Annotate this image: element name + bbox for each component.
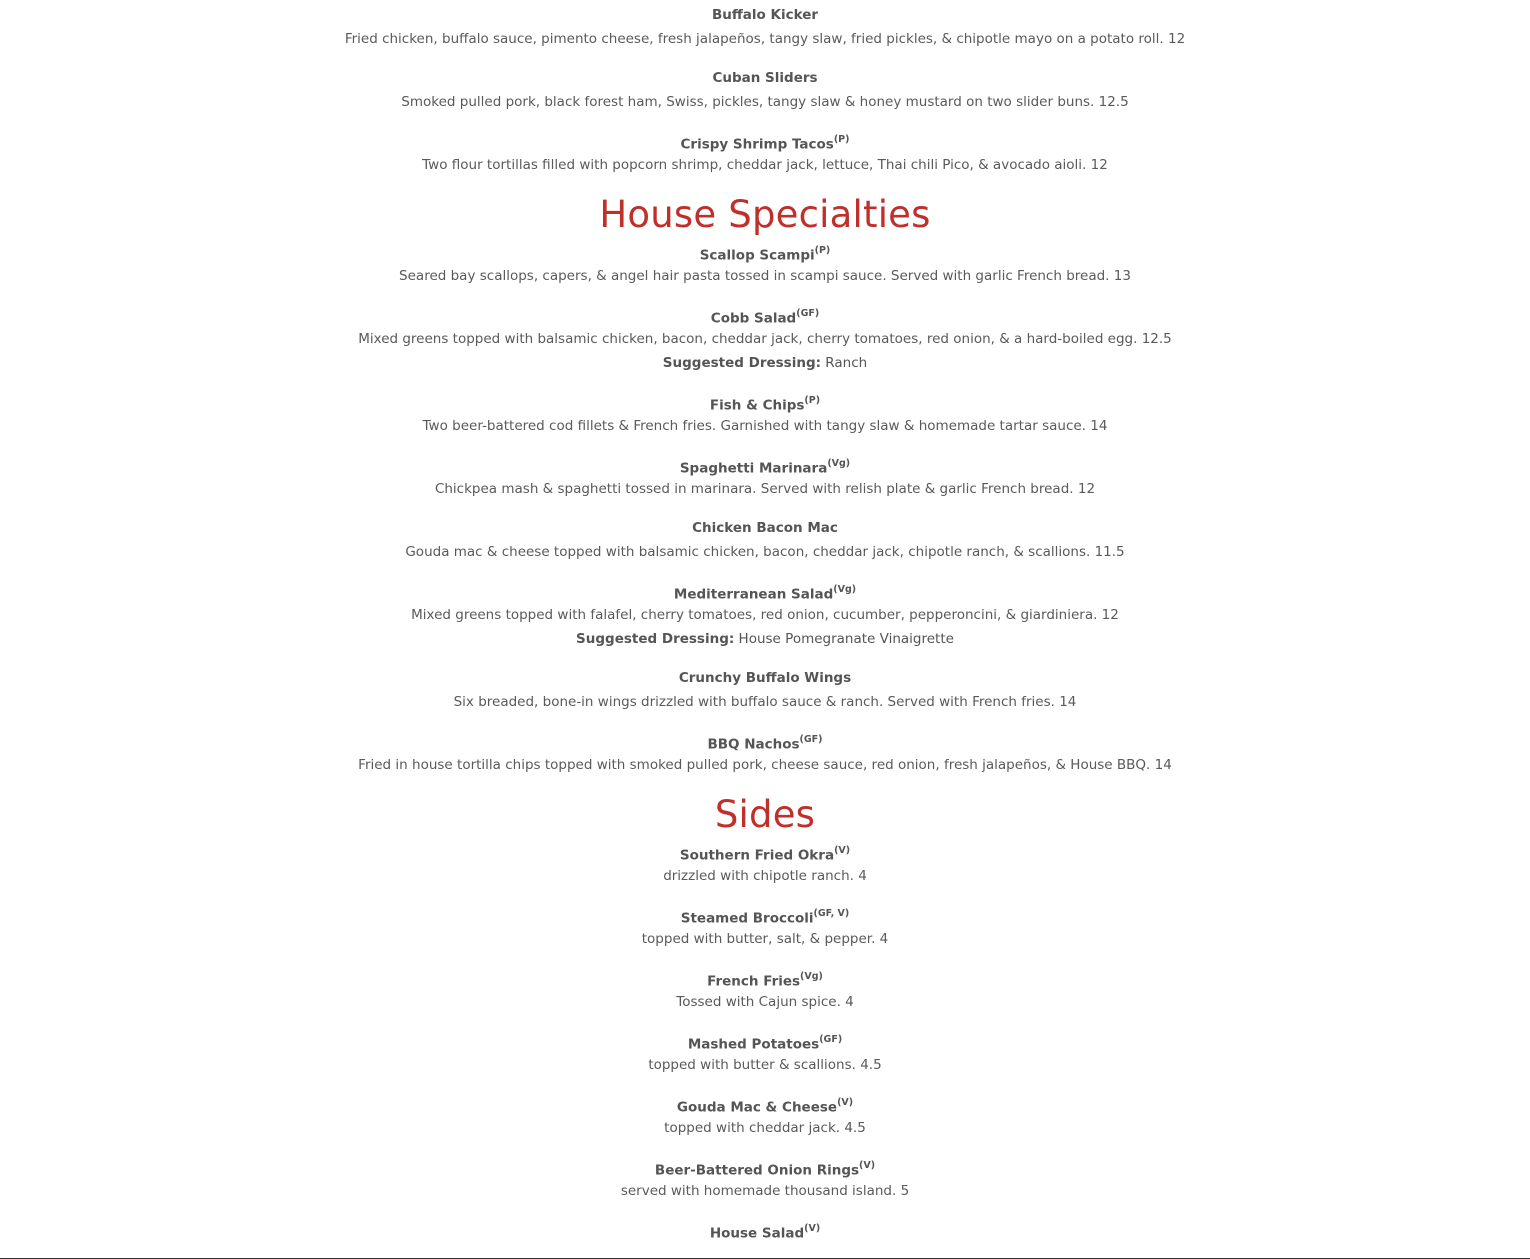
- menu-item: [0, 1218, 1530, 1242]
- item-name: Beer-Battered Onion Rings$^{(V)}$: [654, 1160, 876, 1179]
- item-name: Cobb Salad$^{(GF)}$: [710, 308, 820, 327]
- item-name: Steamed Broccoli$^{(GF, V)}$: [680, 908, 850, 927]
- menu-item: [0, 1092, 1530, 1140]
- dressing-label: Suggested Dressing:: [662, 355, 822, 371]
- menu-item: [0, 966, 1530, 1014]
- suggested-dressing: [0, 351, 1530, 375]
- item-description: served with homemade thousand island. 5: [620, 1183, 910, 1199]
- menu-item: [0, 1029, 1530, 1077]
- menu-item: [0, 579, 1530, 651]
- item-name: French Fries$^{(Vg)}$: [707, 971, 823, 990]
- item-name: BBQ Nachos$^{(GF)}$: [707, 734, 823, 753]
- section-title-sides: Sides: [714, 793, 816, 836]
- item-description: Seared bay scallops, capers, & angel hair pasta tossed in scampi sauce. Served with garlic French bread. 13: [399, 268, 1131, 284]
- item-description: Mixed greens topped with balsamic chicken, bacon, cheddar jack, cherry tomatoes, red onion, & a hard-boiled egg. 12.5: [358, 331, 1172, 347]
- item-name: Chicken Bacon Mac: [692, 520, 838, 536]
- item-name: Mashed Potatoes$^{(GF)}$: [687, 1034, 843, 1053]
- menu-item: [0, 516, 1530, 564]
- menu-item: [0, 453, 1530, 501]
- menu-item: [0, 729, 1530, 777]
- item-description: topped with butter, salt, & pepper. 4: [641, 931, 889, 947]
- menu-item: [0, 3, 1530, 51]
- dietary-tag: (Vg): [800, 971, 823, 982]
- menu-content: [0, 3, 1530, 1242]
- item-description: Gouda mac & cheese topped with balsamic chicken, bacon, cheddar jack, chipotle ranch, & scallions. 11.5: [405, 544, 1125, 560]
- item-description: drizzled with chipotle ranch. 4: [663, 868, 867, 884]
- item-name: Crispy Shrimp Tacos$^{(P)}$: [680, 134, 850, 153]
- item-name: Cuban Sliders: [712, 70, 818, 86]
- dietary-tag: (P): [804, 395, 821, 406]
- item-name: Crunchy Buffalo Wings: [678, 670, 852, 686]
- menu-item: [0, 303, 1530, 375]
- menu-item: [0, 1155, 1530, 1203]
- dietary-tag: (P): [833, 134, 850, 145]
- item-description: Two flour tortillas filled with popcorn shrimp, cheddar jack, lettuce, Thai chili Pico, & avocado aioli. 12: [422, 157, 1108, 173]
- item-description: Chickpea mash & spaghetti tossed in marinara. Served with relish plate & garlic French bread. 12: [434, 481, 1096, 497]
- item-name: Mediterranean Salad$^{(Vg)}$: [673, 584, 857, 603]
- menu-item: [0, 66, 1530, 114]
- item-name: Scallop Scampi$^{(P)}$: [699, 245, 831, 264]
- dietary-tag: (GF): [799, 734, 823, 745]
- dietary-tag: (Vg): [833, 584, 857, 595]
- item-description: Two beer-battered cod fillets & French fries. Garnished with tangy slaw & homemade tartar sauce. 14: [422, 418, 1108, 434]
- menu-item: [0, 903, 1530, 951]
- dietary-tag: (V): [804, 1223, 821, 1234]
- dietary-tag: (P): [814, 245, 831, 256]
- item-description: Six breaded, bone-in wings drizzled with buffalo sauce & ranch. Served with French fries. 14: [453, 694, 1077, 710]
- item-description: Fried in house tortilla chips topped with smoked pulled pork, cheese sauce, red onion, fresh jalapeños, & House BBQ. 14: [358, 757, 1172, 773]
- dressing-value: Ranch: [821, 355, 868, 371]
- item-name: Buffalo Kicker: [711, 7, 819, 23]
- dietary-tag: (V): [837, 1097, 854, 1108]
- suggested-dressing: [0, 627, 1530, 651]
- dressing-value: House Pomegranate Vinaigrette: [734, 631, 954, 647]
- dietary-tag: (GF, V): [813, 908, 850, 919]
- item-description: Tossed with Cajun spice. 4: [676, 994, 854, 1010]
- item-description: Fried chicken, buffalo sauce, pimento cheese, fresh jalapeños, tangy slaw, fried pickles, & chipotle mayo on a potato roll. 12: [344, 31, 1186, 47]
- item-description: topped with butter & scallions. 4.5: [648, 1057, 882, 1073]
- item-name: Spaghetti Marinara$^{(Vg)}$: [679, 458, 851, 477]
- dietary-tag: (V): [834, 845, 851, 856]
- dietary-tag: (GF): [819, 1034, 843, 1045]
- menu-item: [0, 666, 1530, 714]
- menu-item: [0, 240, 1530, 288]
- dressing-label: Suggested Dressing:: [576, 631, 735, 647]
- item-name: Southern Fried Okra$^{(V)}$: [679, 845, 851, 864]
- item-description: topped with cheddar jack. 4.5: [664, 1120, 866, 1136]
- item-description: Mixed greens topped with falafel, cherry tomatoes, red onion, cucumber, pepperoncini, & giardiniera. 12: [411, 607, 1119, 623]
- menu-item: [0, 129, 1530, 177]
- menu-item: [0, 390, 1530, 438]
- item-name: House Salad$^{(V)}$: [709, 1223, 821, 1242]
- dietary-tag: (V): [859, 1160, 876, 1171]
- section-title-house-specialties: House Specialties: [599, 193, 931, 236]
- dietary-tag: (Vg): [827, 458, 851, 469]
- dietary-tag: (GF): [796, 308, 820, 319]
- menu-item: [0, 840, 1530, 888]
- item-description: Smoked pulled pork, black forest ham, Swiss, pickles, tangy slaw & honey mustard on two slider buns. 12.5: [401, 94, 1129, 110]
- item-name: Fish & Chips$^{(P)}$: [709, 395, 821, 414]
- item-name: Gouda Mac & Cheese$^{(V)}$: [676, 1097, 854, 1116]
